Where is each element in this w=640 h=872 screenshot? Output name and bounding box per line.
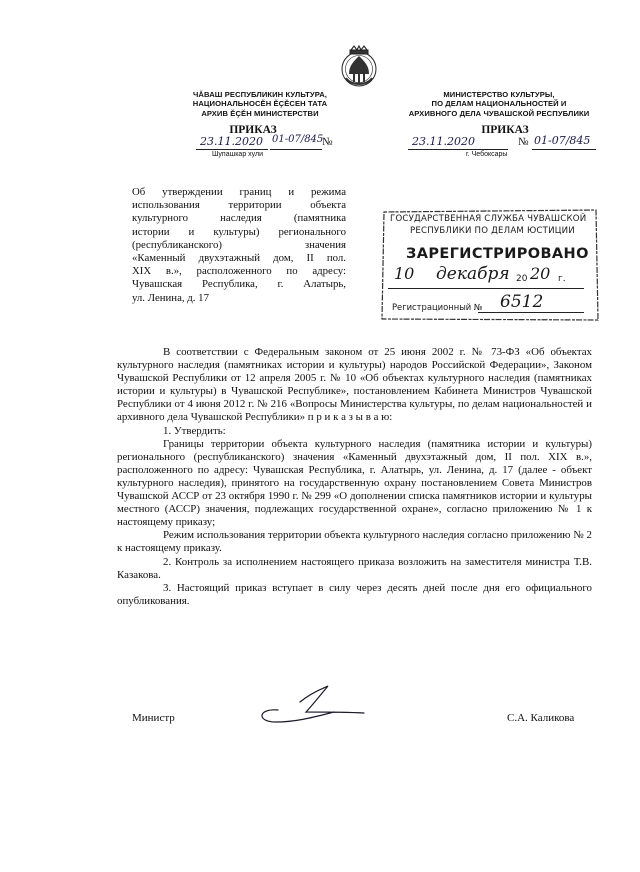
order-date-right: 23.11.2020 [412, 135, 475, 148]
stamp-year-prefix: 20 [516, 274, 528, 284]
subject-line: Чувашская Республика, г. Алатырь, [132, 278, 346, 291]
ministry-name-chuvash [150, 90, 370, 118]
signature-icon [248, 682, 368, 730]
ministry-name-line: НАЦИОНАЛЬНОСĔН ĔҪĔСЕН ТАТА [192, 99, 328, 109]
stamp-date-underline [388, 288, 584, 289]
ministry-name-russian [394, 90, 604, 118]
stamp-reg-underline [478, 312, 584, 313]
subject-line: «Каменный двухэтажный дом, II пол. [132, 252, 346, 265]
place-left: Шупашкар хули [212, 151, 264, 158]
subject-line: (республиканского) значения [132, 238, 346, 251]
subject-line: использования территории объекта [132, 199, 346, 212]
body-paragraph: Границы территории объекта культурного наследия (памятника истории и культуры) регионального (республиканского) значения «Каменный двухэтажный дом, II пол. XIX в.», расположенного по адресу: Чувашская Республика, г. Алатырь, ул. Ленина, д. 17 (далее - объект культурного наследия), принятого на государственную охрану постановлением Совета Министров Чувашской АССР от 23 октября 1990 г. № 299 «О дополнении списка памятников истории и культуры местного (АССР) значения, подлежащих государственной охране», согласно приложению № 1 к настоящему приказу; [117, 437, 592, 529]
ministry-name-line: АРХИВ ĔҪĔН МИНИСТЕРСТВИ [201, 108, 319, 118]
stamp-month: декабря [436, 264, 510, 284]
coat-of-arms-icon [337, 44, 381, 90]
ministry-name-line: АРХИВНОГО ДЕЛА ЧУВАШСКОЙ РЕСПУБЛИКИ [408, 108, 590, 118]
date-underline [196, 149, 268, 150]
signer-title: Министр [132, 712, 175, 724]
order-date-left: 23.11.2020 [200, 135, 263, 148]
body-paragraph: 2. Контроль за исполнением настоящего приказа возложить на заместителя министра Т.В. Казакова. [117, 555, 592, 581]
subject-line: ул. Ленина, д. 17 [132, 291, 209, 304]
number-sign-right: № [518, 136, 529, 148]
body-paragraph: 3. Настоящий приказ вступает в силу через десять дней после дня его официального опубликования. [117, 581, 592, 607]
stamp-registered: ЗАРЕГИСТРИРОВАНО [406, 246, 589, 262]
document-subject [132, 186, 346, 305]
signer-name: С.А. Каликова [507, 712, 575, 724]
body-paragraph: В соответствии с Федеральным законом от 25 июня 2002 г. № 73-ФЗ «Об объектах культурного наследия (памятниках истории и культуры) народов Российской Федерации», Законом Чувашской Республики от 12 апреля 2005 г. № 10 «Об объектах культурного наследия (памятниках истории и культуры) в Чувашской Республике», постановлением Кабинета Министров Чувашской Республики от 4 июня 2012 г. № 216 «Вопросы Министерства культуры, по делам национальностей и архивного дела Чувашской Республики» п р и к а з ы в а ю: [117, 346, 592, 424]
stamp-year-suffix: 20 [530, 264, 551, 283]
subject-line: Об утверждении границ и режима [132, 186, 346, 198]
stamp-reg-number: 6512 [500, 292, 544, 312]
number-sign-left: № [322, 136, 333, 148]
body-paragraph: 1. Утвердить: [163, 424, 226, 437]
subject-line: культурного наследия (памятника [132, 212, 346, 225]
place-right: г. Чебоксары [466, 151, 508, 158]
order-number-right: 01-07/845 [534, 134, 591, 147]
order-number-left: 01-07/845 [272, 134, 324, 145]
order-title-left: ПРИКАЗ [229, 124, 277, 136]
registration-stamp [378, 208, 600, 322]
ministry-name-line: МИНИСТЕРСТВО КУЛЬТУРЫ, [443, 90, 555, 99]
ministry-name-line: ЧĂВАШ РЕСПУБЛИКИН КУЛЬТУРА, [192, 90, 328, 99]
number-underline [270, 149, 322, 150]
subject-line: XIX в.», расположенного по адресу: [132, 265, 346, 278]
stamp-day: 10 [394, 264, 415, 283]
stamp-year-unit: г. [558, 274, 566, 284]
stamp-agency-line: ГОСУДАРСТВЕННАЯ СЛУЖБА ЧУВАШСКОЙ [390, 214, 587, 224]
number-underline [532, 149, 596, 150]
document-body [117, 346, 592, 608]
body-paragraph: Режим использования территории объекта культурного наследия согласно приложению № 2 к настоящему приказу. [117, 529, 592, 555]
order-title-right: ПРИКАЗ [481, 124, 529, 136]
ministry-name-line: ПО ДЕЛАМ НАЦИОНАЛЬНОСТЕЙ И [431, 99, 567, 109]
stamp-agency-line: РЕСПУБЛИКИ ПО ДЕЛАМ ЮСТИЦИИ [410, 226, 575, 236]
subject-line: истории и культуры) регионального [132, 225, 346, 238]
date-underline [408, 149, 508, 150]
stamp-reg-label: Регистрационный № [392, 302, 483, 312]
